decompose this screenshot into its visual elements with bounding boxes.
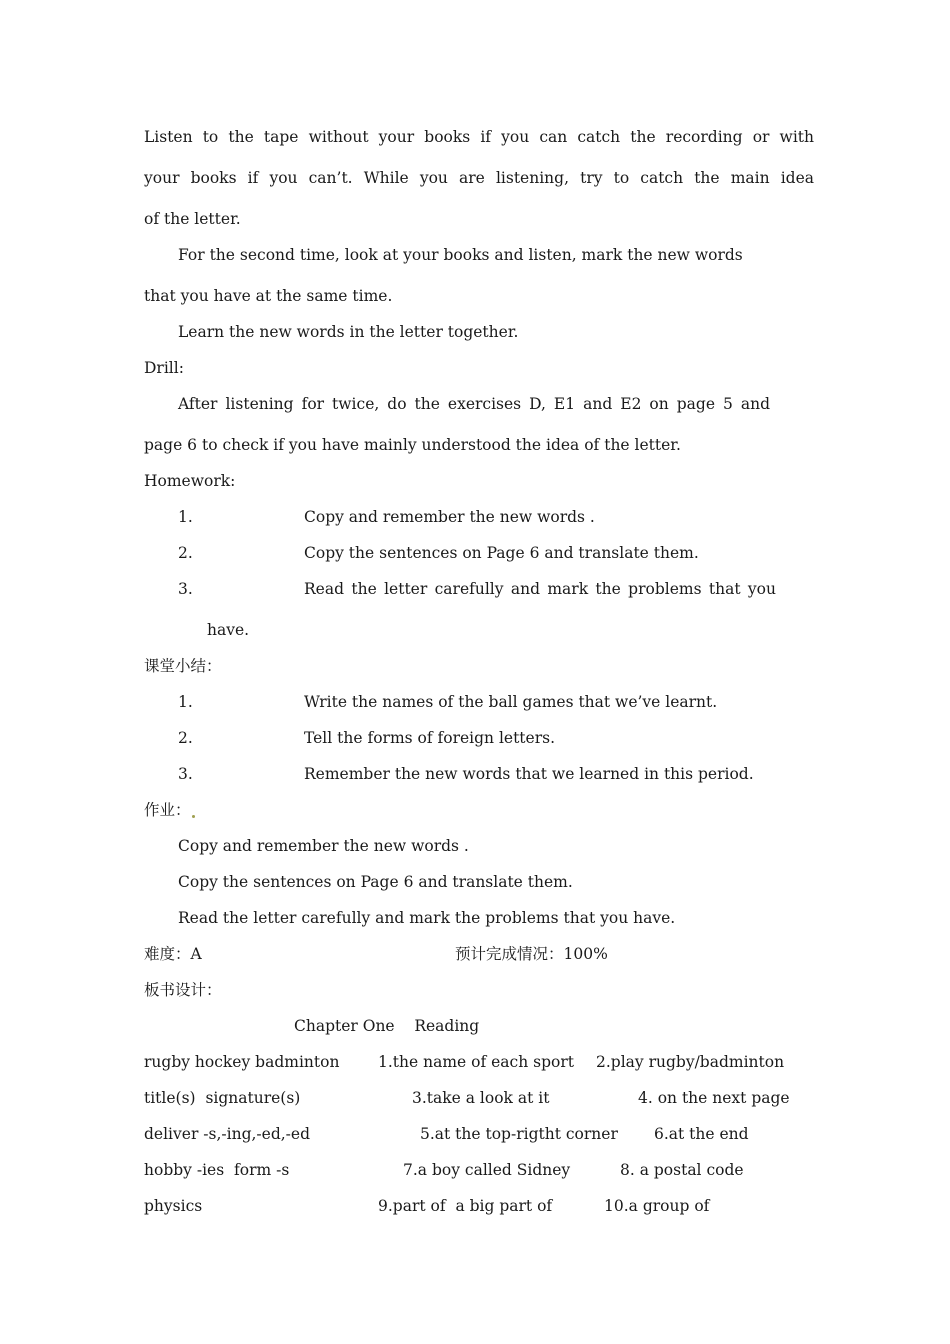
- board-row-5-left: physics: [144, 1197, 203, 1215]
- board-row-4-left: hobby -ies form -s: [144, 1161, 290, 1179]
- intro-line-1: Listen to the tape without your books if you can catch the recording or with: [144, 128, 814, 146]
- board-row-2-left: title(s) signature(s): [144, 1089, 301, 1107]
- board-row-5-mid: 9.part of a big part of: [378, 1197, 553, 1215]
- board-row-1-right: 2.play rugby/badminton: [596, 1053, 785, 1071]
- assignment-heading-row: [144, 800, 814, 820]
- drill-heading: Drill:: [144, 359, 184, 377]
- board-row-3-left: deliver -s,-ing,-ed,-ed: [144, 1125, 311, 1143]
- board-row-3-right: 6.at the end: [654, 1125, 749, 1143]
- homework-item-2-num: 2.: [178, 544, 193, 562]
- homework-item-3-continuation: have.: [207, 621, 250, 639]
- bullet-dot-icon: [192, 815, 195, 818]
- drill-line-2: page 6 to check if you have mainly understood the idea of the letter.: [144, 436, 681, 454]
- assignment-line-2: Copy the sentences on Page 6 and translate them.: [178, 873, 573, 891]
- learn-line: Learn the new words in the letter together.: [178, 323, 519, 341]
- board-heading: 板书设计：: [144, 981, 222, 999]
- assignment-heading: 作业：: [144, 801, 191, 819]
- board-row-2-mid: 3.take a look at it: [412, 1089, 550, 1107]
- board-row-4-right: 8. a postal code: [620, 1161, 744, 1179]
- summary-item-2-text: Tell the forms of foreign letters.: [304, 729, 556, 747]
- board-row-3-mid: 5.at the top-rigtht corner: [420, 1125, 618, 1143]
- homework-item-3-num: 3.: [178, 580, 193, 598]
- intro-line-3: of the letter.: [144, 210, 241, 228]
- assignment-line-1: Copy and remember the new words .: [178, 837, 469, 855]
- summary-item-2-num: 2.: [178, 729, 193, 747]
- board-row-2-right: 4. on the next page: [638, 1089, 790, 1107]
- board-title: Chapter One Reading: [294, 1017, 480, 1035]
- summary-heading: 课堂小结：: [144, 657, 222, 675]
- second-time-line-1: For the second time, look at your books and listen, mark the new words: [178, 246, 743, 264]
- summary-item-3-text: Remember the new words that we learned in this period.: [304, 765, 754, 783]
- board-row-1-mid: 1.the name of each sport: [378, 1053, 574, 1071]
- board-row-1-left: rugby hockey badminton: [144, 1053, 340, 1071]
- second-time-line-2: that you have at the same time.: [144, 287, 393, 305]
- board-row-5-right: 10.a group of: [604, 1197, 710, 1215]
- summary-item-1-text: Write the names of the ball games that we’ve learnt.: [304, 693, 718, 711]
- summary-item-1-num: 1.: [178, 693, 193, 711]
- homework-item-3-text: Read the letter carefully and mark the problems that you: [304, 580, 776, 598]
- homework-item-1-text: Copy and remember the new words .: [304, 508, 595, 526]
- summary-item-3-num: 3.: [178, 765, 193, 783]
- expected-completion: 预计完成情况：100%: [455, 945, 608, 963]
- board-row-4-mid: 7.a boy called Sidney: [403, 1161, 571, 1179]
- assignment-line-3: Read the letter carefully and mark the problems that you have.: [178, 909, 676, 927]
- drill-line-1: After listening for twice, do the exercises D, E1 and E2 on page 5 and: [178, 395, 770, 413]
- intro-line-2: your books if you can’t. While you are listening, try to catch the main idea: [144, 169, 814, 187]
- homework-heading: Homework:: [144, 472, 236, 490]
- homework-item-1-num: 1.: [178, 508, 193, 526]
- homework-item-2-text: Copy the sentences on Page 6 and translate them.: [304, 544, 699, 562]
- difficulty-label: 难度：A: [144, 945, 202, 963]
